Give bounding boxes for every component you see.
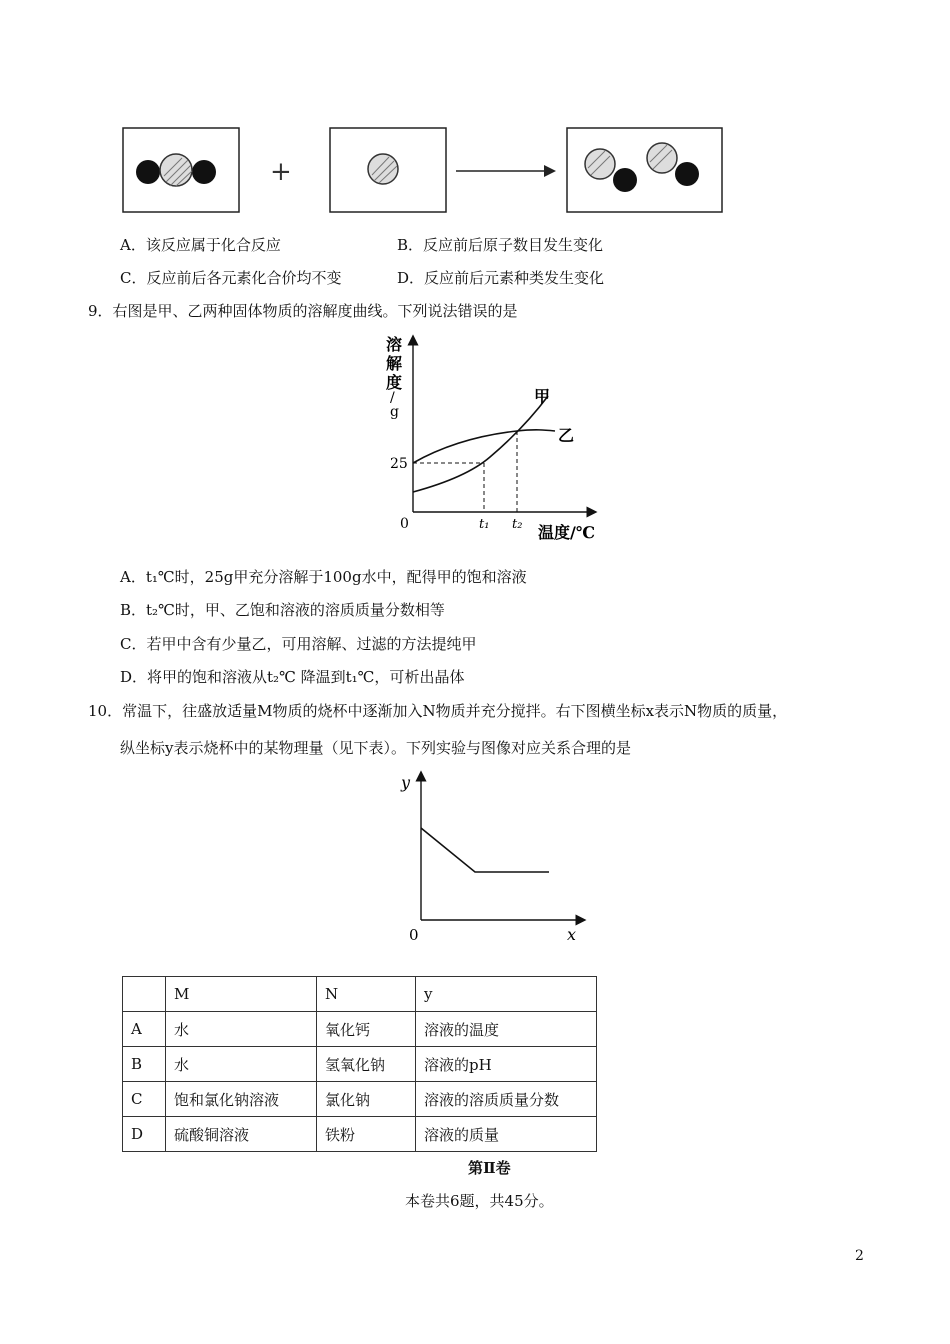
q9-option-c: C．若甲中含有少量乙，可用溶解、过滤的方法提纯甲 <box>120 635 477 653</box>
curve-jia <box>413 396 548 492</box>
table-cell: 氯化钠 <box>317 1082 416 1117</box>
hatched-atom <box>585 149 615 179</box>
q10-graph <box>395 768 595 948</box>
table-row <box>123 977 597 1012</box>
table-row <box>123 1082 597 1117</box>
page-number: 2 <box>855 1248 864 1264</box>
origin-label: 0 <box>400 516 409 532</box>
table-cell: N <box>317 977 416 1012</box>
y-axis-label-char: g <box>390 404 399 420</box>
y-axis-label-char: 度 <box>386 373 403 392</box>
x-axis-label: 温度/℃ <box>538 523 596 542</box>
table-cell: B <box>123 1047 166 1082</box>
q9-stem: 9．右图是甲、乙两种固体物质的溶解度曲线。下列说法错误的是 <box>88 302 518 320</box>
table-cell: 氧化钙 <box>317 1012 416 1047</box>
table-row <box>123 1012 597 1047</box>
hatched-atom <box>160 154 192 186</box>
q8-option-c: C．反应前后各元素化合价均不变 <box>120 269 342 287</box>
x-axis-label: x <box>567 925 577 944</box>
table-cell: 溶液的质量 <box>416 1117 597 1152</box>
y-tick-25: 25 <box>390 456 408 472</box>
q10-stem-line2: 纵坐标y表示烧杯中的某物理量（见下表）。下列实验与图像对应关系合理的是 <box>120 739 631 757</box>
q9-option-d: D．将甲的饱和溶液从t₂℃ 降温到t₁℃，可析出晶体 <box>120 668 465 686</box>
black-atom <box>675 162 699 186</box>
table-cell: C <box>123 1082 166 1117</box>
black-atom <box>136 160 160 184</box>
curve-label-yi: 乙 <box>558 426 575 445</box>
table-cell <box>123 977 166 1012</box>
q8-option-a: A．该反应属于化合反应 <box>120 236 281 254</box>
q9-option-a: A．t₁℃时，25g甲充分溶解于100g水中，配得甲的饱和溶液 <box>120 568 527 586</box>
table-cell: 硫酸铜溶液 <box>166 1117 317 1152</box>
hatched-atom <box>647 143 677 173</box>
origin-label: 0 <box>409 926 419 944</box>
section-subtitle: 本卷共6题，共45分。 <box>405 1192 554 1210</box>
black-atom <box>192 160 216 184</box>
table-row <box>123 1117 597 1152</box>
table-cell: 水 <box>166 1012 317 1047</box>
table-cell: 溶液的温度 <box>416 1012 597 1047</box>
table-cell: 饱和氯化钠溶液 <box>166 1082 317 1117</box>
q10-line <box>421 828 549 872</box>
q9-option-b: B．t₂℃时，甲、乙饱和溶液的溶质质量分数相等 <box>120 601 445 619</box>
table-cell: y <box>416 977 597 1012</box>
table-cell: A <box>123 1012 166 1047</box>
arrow-head-icon <box>544 165 556 177</box>
q8-option-d: D．反应前后元素种类发生变化 <box>397 269 605 287</box>
y-axis-label-char: 溶 <box>386 335 403 354</box>
x-tick-t2: t₂ <box>512 517 523 532</box>
table-cell: 铁粉 <box>317 1117 416 1152</box>
plus-sign: + <box>270 157 292 187</box>
curve-label-jia: 甲 <box>534 387 551 406</box>
table-cell: D <box>123 1117 166 1152</box>
y-axis-label: y <box>401 773 411 792</box>
y-axis-label-char: 解 <box>386 354 403 373</box>
q10-stem-line1: 10．常温下，往盛放适量M物质的烧杯中逐渐加入N物质并充分搅拌。右下图横坐标x表示N物质的质量， <box>88 702 788 720</box>
table-cell: 氢氧化钠 <box>317 1047 416 1082</box>
q8-option-b: B．反应前后原子数目发生变化 <box>397 236 604 254</box>
table-row <box>123 1047 597 1082</box>
black-atom <box>613 168 637 192</box>
section-title: 第Ⅱ卷 <box>468 1159 511 1177</box>
table-cell: 溶液的溶质质量分数 <box>416 1082 597 1117</box>
table-cell: M <box>166 977 317 1012</box>
table-cell: 溶液的pH <box>416 1047 597 1082</box>
y-axis-label-char: / <box>390 390 395 406</box>
curve-yi <box>413 430 555 463</box>
x-tick-t1: t₁ <box>479 517 490 532</box>
reaction-diagram <box>110 120 740 220</box>
table-cell: 水 <box>166 1047 317 1082</box>
solubility-curve-graph <box>380 330 620 550</box>
q10-table <box>122 976 597 1152</box>
